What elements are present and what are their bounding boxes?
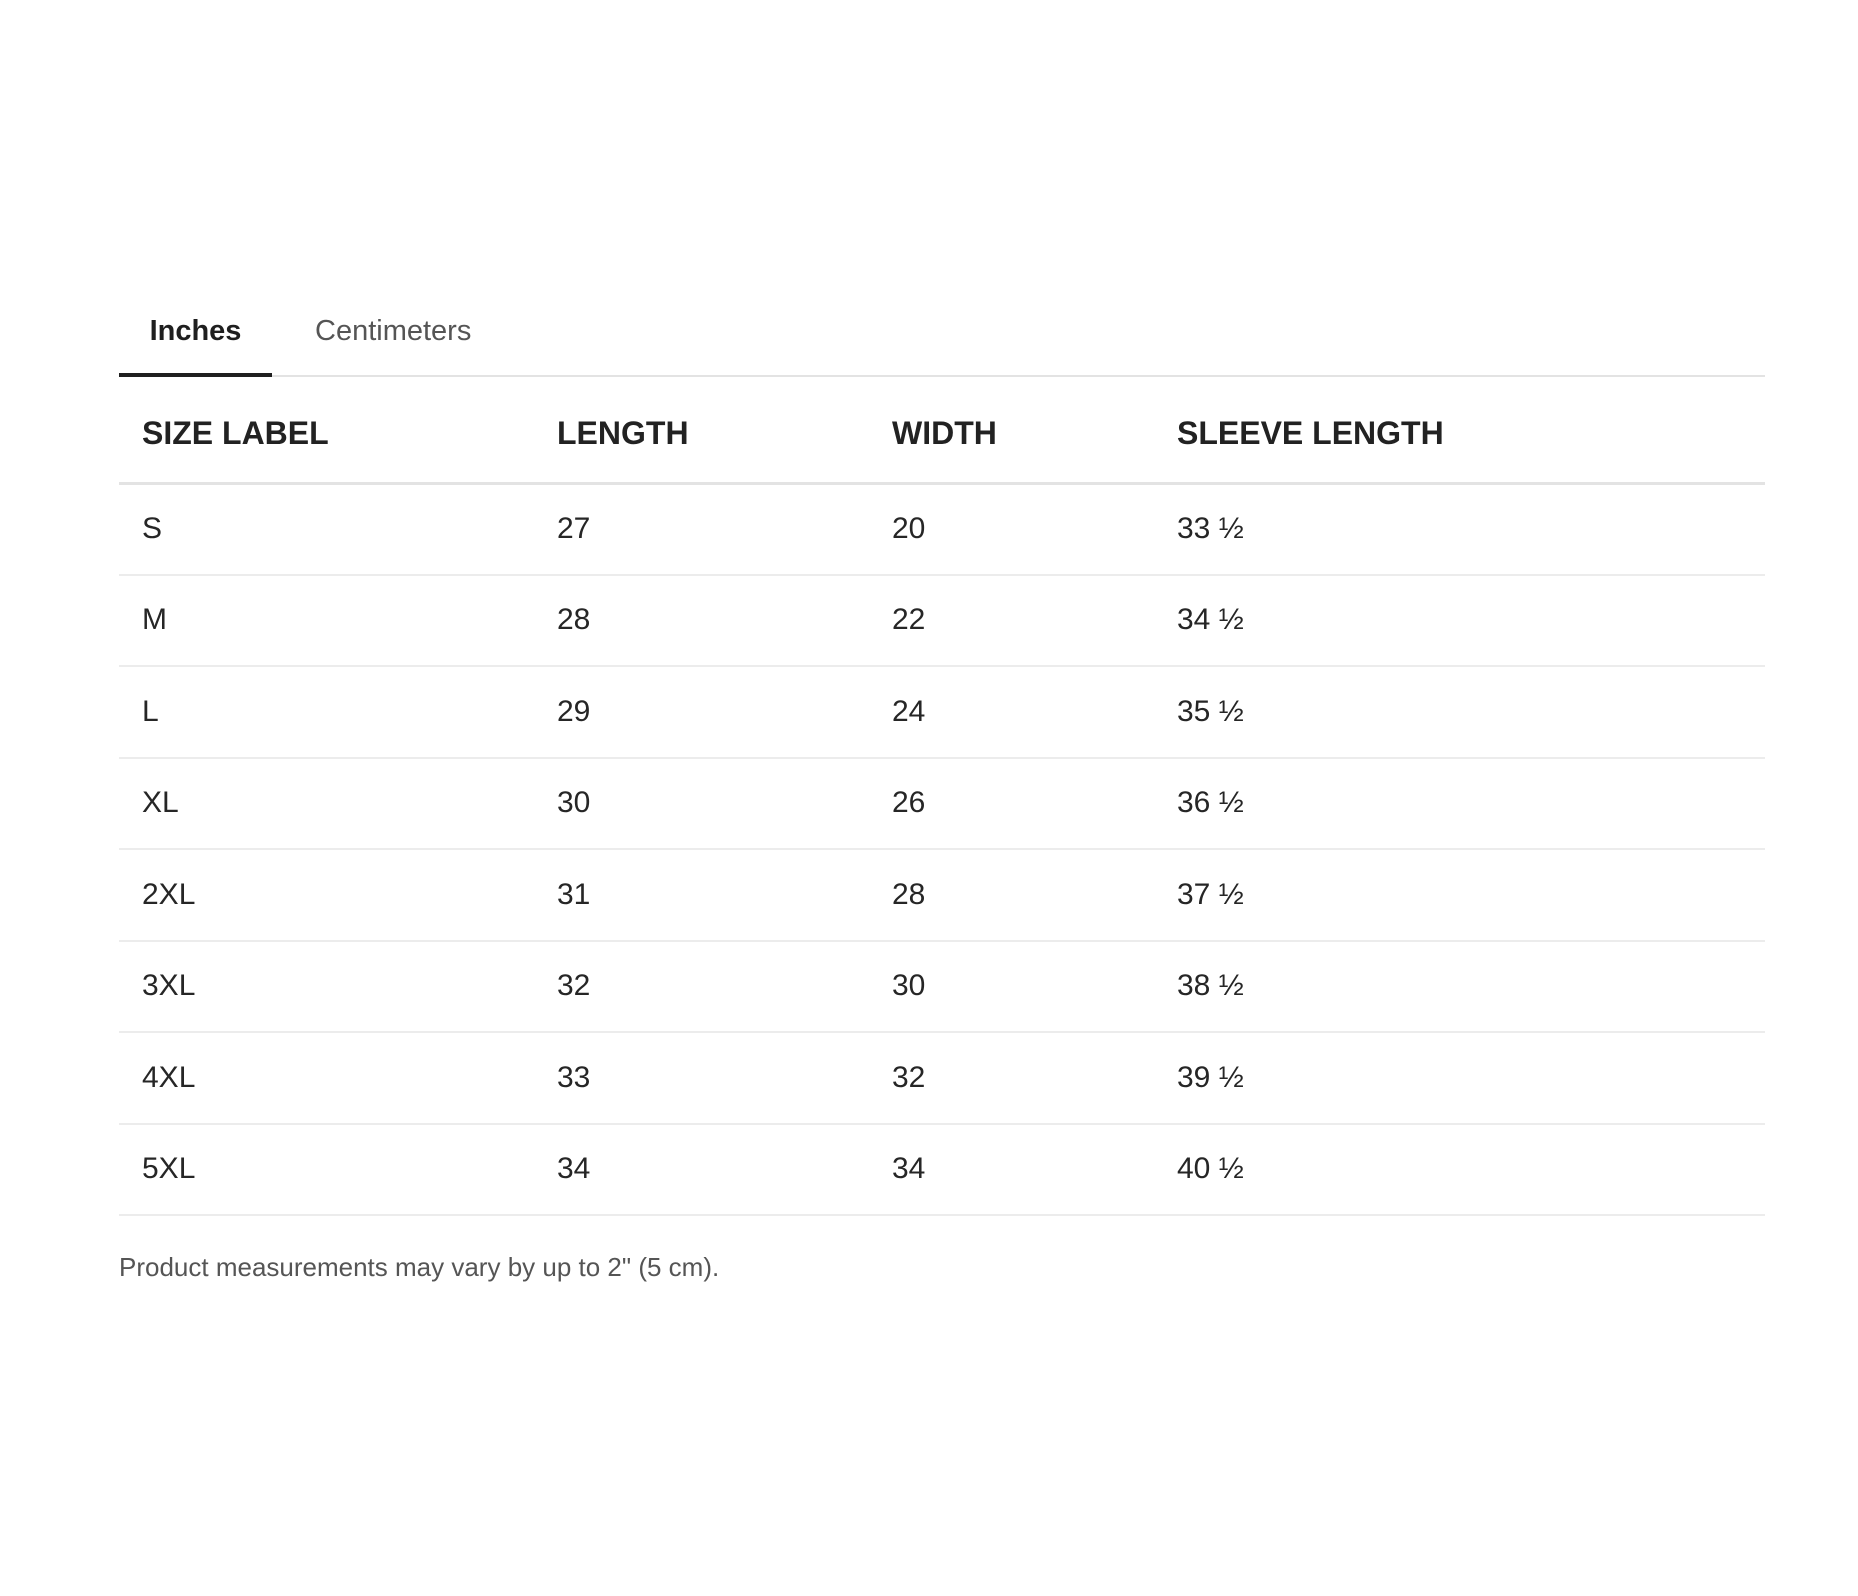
- cell-length: 33: [557, 1032, 892, 1124]
- cell-length: 30: [557, 758, 892, 850]
- cell-sleeve-length: 33 ½: [1177, 483, 1765, 575]
- cell-sleeve-length: 40 ½: [1177, 1124, 1765, 1216]
- table-row: [119, 483, 1765, 575]
- table-row: [119, 941, 1765, 1033]
- cell-length: 29: [557, 666, 892, 758]
- cell-length: 34: [557, 1124, 892, 1216]
- cell-size: M: [119, 575, 557, 667]
- header-width: WIDTH: [892, 377, 1177, 483]
- cell-width: 26: [892, 758, 1177, 850]
- table-row: [119, 758, 1765, 850]
- cell-length: 28: [557, 575, 892, 667]
- cell-width: 28: [892, 849, 1177, 941]
- cell-sleeve-length: 39 ½: [1177, 1032, 1765, 1124]
- cell-size: 4XL: [119, 1032, 557, 1124]
- cell-width: 30: [892, 941, 1177, 1033]
- cell-sleeve-length: 37 ½: [1177, 849, 1765, 941]
- table-row: [119, 1032, 1765, 1124]
- cell-sleeve-length: 38 ½: [1177, 941, 1765, 1033]
- cell-size: 5XL: [119, 1124, 557, 1216]
- header-size-label: SIZE LABEL: [119, 377, 557, 483]
- tab-inches[interactable]: Inches: [119, 295, 272, 377]
- table-row: [119, 1124, 1765, 1216]
- cell-width: 22: [892, 575, 1177, 667]
- header-length: LENGTH: [557, 377, 892, 483]
- unit-tabs: [119, 295, 1765, 377]
- table-header-row: [119, 377, 1765, 483]
- header-sleeve-length: SLEEVE LENGTH: [1177, 377, 1765, 483]
- cell-width: 32: [892, 1032, 1177, 1124]
- size-guide: [119, 295, 1765, 1283]
- cell-size: XL: [119, 758, 557, 850]
- cell-length: 31: [557, 849, 892, 941]
- cell-sleeve-length: 35 ½: [1177, 666, 1765, 758]
- table-row: [119, 666, 1765, 758]
- cell-sleeve-length: 34 ½: [1177, 575, 1765, 667]
- tab-centimeters[interactable]: Centimeters: [315, 315, 472, 347]
- size-table: [119, 377, 1765, 1216]
- table-row: [119, 575, 1765, 667]
- cell-length: 27: [557, 483, 892, 575]
- cell-length: 32: [557, 941, 892, 1033]
- table-row: [119, 849, 1765, 941]
- cell-size: 2XL: [119, 849, 557, 941]
- cell-size: 3XL: [119, 941, 557, 1033]
- cell-width: 24: [892, 666, 1177, 758]
- cell-width: 20: [892, 483, 1177, 575]
- measurement-note: Product measurements may vary by up to 2" (5 cm).: [119, 1252, 720, 1282]
- cell-size: L: [119, 666, 557, 758]
- cell-width: 34: [892, 1124, 1177, 1216]
- cell-size: S: [119, 483, 557, 575]
- cell-sleeve-length: 36 ½: [1177, 758, 1765, 850]
